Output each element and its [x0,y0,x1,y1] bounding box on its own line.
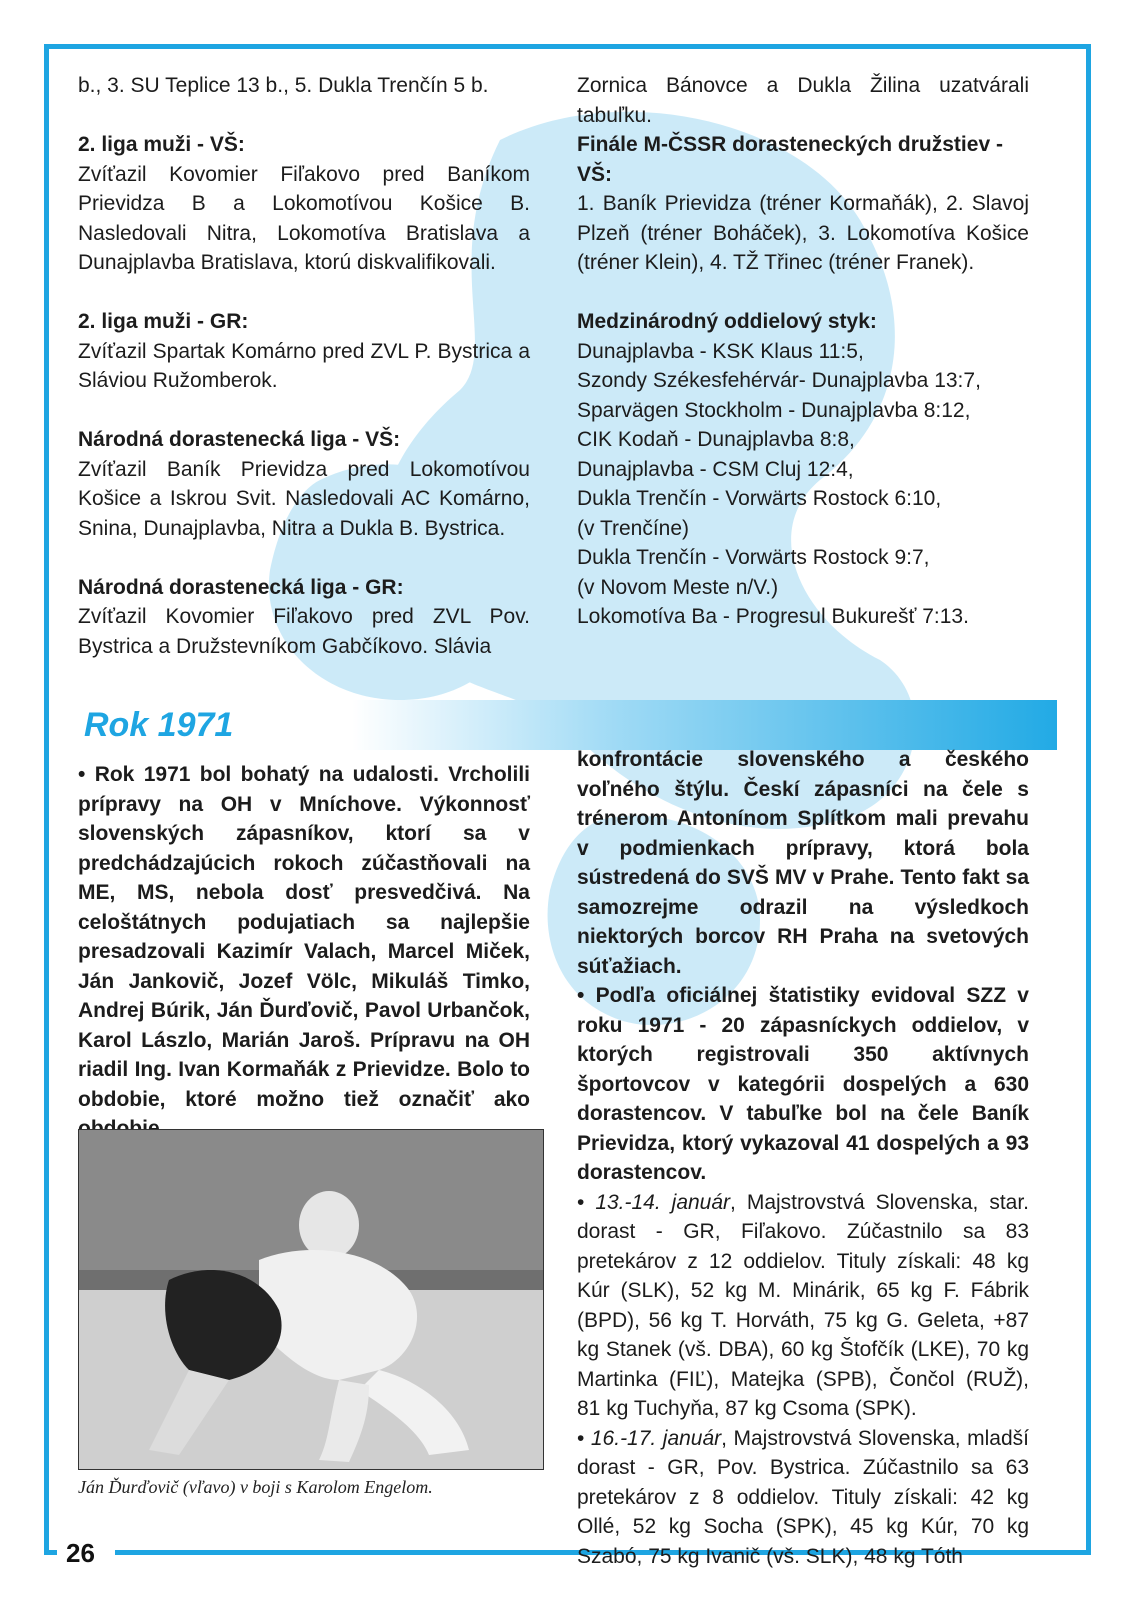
section-heading: Národná dorastenecká liga - GR: [78,575,404,599]
match-line: Dunajplavba - CSM Cluj 12:4, [577,457,854,481]
continued-line: Zornica Bánovce a Dukla Žilina uzatvárali tabuľku. [577,74,1029,127]
match-line: (v Novom Meste n/V.) [577,575,779,599]
section-text: Zvíťazil Baník Prievidza pred Lokomotívou Košice a Iskrou Svit. Nasledovali AC Komárno, Snina, Dunajplavba, Nitra a Dukla B. Bystrica. [78,457,530,540]
event-paragraph [577,1424,1029,1572]
section-text: Zvíťazil Kovomier Fiľakovo pred Baníkom Prievidza B a Lokomotívou Košice B. Nasledovali Nitra, Lokomotíva Bratislava a Dunajplavba Bratislava, ktorú diskvalifikovali. [78,162,530,274]
match-line: Szondy Székesfehérvár- Dunajplavba 13:7, [577,369,981,392]
section-heading: Národná dorastenecká liga - VŠ: [78,428,401,451]
right-bottom-column [577,745,1029,1571]
left-top-column [78,71,530,661]
photo-caption: Ján Ďurďovič (vľavo) v boji s Karolom Engelom. [78,1477,433,1497]
section-heading: 2. liga muži - VŠ: [78,133,245,156]
body-paragraph: • Rok 1971 bol bohatý na udalosti. Vrcholili prípravy na OH v Mníchove. Výkonnosť slovenských zápasníkov, ktorí sa v predchádzajúcich rokoch zúčastňovali na ME, MS, nebola dosť presvedčivá. Na celoštátnych podujatiach sa najlepšie presadzovali Kazimír Valach, Marcel Miček, Ján Jankovič, Jozef Völc, Mikuláš Timko, Andrej Búrik, Ján Ďurďovič, Pavol Urbančok, Karol Lászlo, Marián Jaroš. Prípravu na OH riadil Ing. Ivan Kormaňák z Prievidze. Bolo to obdobie, ktoré možno tiež označiť ako [78,763,530,1111]
bullet: • [577,1426,591,1450]
match-line: Lokomotíva Ba - Progresul Bukurešť 7:13. [577,605,969,628]
wrestling-photo [78,1129,544,1470]
event-paragraph [577,1188,1029,1424]
event-text: , Majstrovstvá Slovenska, mladší dorast - GR, Pov. Bystrica. Zúčastnilo sa 63 pretekárov z 8 oddielov. Tituly získali: 42 kg Ollé, 52 kg Socha (SPK), 45 kg Kúr, 70 kg Szabó, 75 kg Ivanič (vš. SLK), 48 kg Tóth [577,1426,1029,1568]
bullet: • [577,1190,596,1214]
match-line: CIK Kodaň - Dunajplavba 8:8, [577,428,855,451]
match-line: Sparvägen Stockholm - Dunajplavba 8:12, [577,398,971,422]
event-text: , Majstrovstvá Slovenska, star. dorast - GR, Fiľakovo. Zúčastnilo sa 83 pretekárov z 12 oddielov. Tituly získali: 48 kg Kúr (SLK), 52 kg M. Minárik, 65 kg F. Fábrik (BPD), 56 kg T. Horváth, 75 kg G. Geleta, +87 kg Stanek (vš. DBA), 60 kg Štofčík (LKE), 70 kg Martinka (FIĽ), Matejka (SPB), Čončol (RUŽ), 81 kg Tuchyňa, 87 kg Csoma (SPK). [577,1190,1029,1420]
section-text: Zvíťazil Kovomier Fiľakovo pred ZVL Pov. Bystrica a Družstevníkom Gabčíkovo. Slávia [78,605,530,658]
match-line: Dukla Trenčín - Vorwärts Rostock 9:7, [577,546,930,569]
section-heading: Finále M-ČSSR dorasteneckých družstiev - VŠ: [577,133,1003,186]
page-number: 26 [66,1538,95,1568]
match-line: Dunajplavba - KSK Klaus 11:5, [577,339,864,363]
left-bottom-column [78,760,530,1144]
section-heading: 2. liga muži - GR: [78,310,249,333]
body-paragraph: konfrontácie slovenského a českého voľného štýlu. Českí zápasníci na čele s trénerom Antonínom Splítkom mali prevahu v podmienkach prípravy, ktorá bola sústredená do SVŠ MV v Prahe. Tento fakt sa samozrejme odrazil na výsledkoch niektorých borcov RH Praha na svetových súťažiach. [577,748,1029,978]
event-date: 13.-14. január [595,1190,731,1214]
continued-line: b., 3. SU Teplice 13 b., 5. Dukla Trenčín 5 b. [78,74,489,97]
match-line: Dukla Trenčín - Vorwärts Rostock 6:10, [577,487,942,510]
event-date: 16.-17. január [590,1426,722,1450]
section-text: Zvíťazil Spartak Komárno pred ZVL P. Bystrica a Sláviou Ružomberok. [78,339,530,392]
match-line: (v Trenčíne) [577,516,690,540]
section-text: 1. Baník Prievidza (tréner Kormaňák), 2. Slavoj Plzeň (tréner Boháček), 3. Lokomotíva Košice (tréner Klein), 4. TŽ Třinec (tréner Franek). [577,192,1029,274]
right-top-column [577,71,1029,632]
wrestling-photo-image [79,1130,543,1469]
body-paragraph: • Podľa oficiálnej štatistiky evidoval SZZ v roku 1971 - 20 zápasníckych oddielov, v ktorých registrovali 350 aktívnych športovcov v kategórii dospelých a 630 dorastencov. V tabuľke bol na čele Baník Prievidza, ktorý vykazoval 41 dospelých a 93 dorastencov. [577,984,1029,1184]
section-title: Rok 1971 [84,706,234,744]
section-heading: Medzinárodný oddielový styk: [577,310,877,333]
